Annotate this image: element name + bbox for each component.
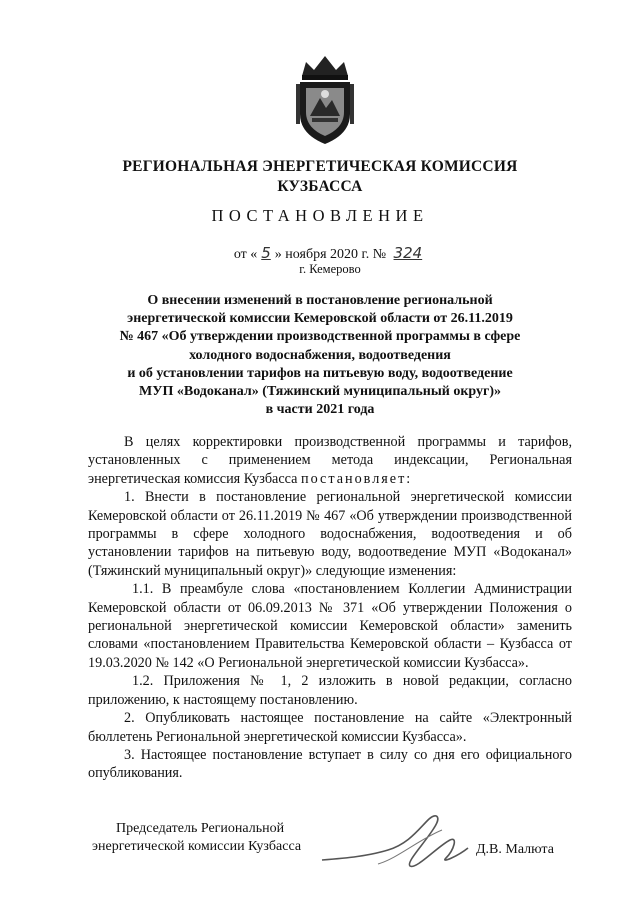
handwritten-number: 324: [393, 244, 423, 262]
date-middle: » ноября 2020 г. №: [274, 247, 387, 262]
subject-line: в части 2021 года: [265, 402, 375, 418]
paragraph-1-1: 1.1. В преамбуле слова «постановлением Коллегии Администрации Кемеровской области от 06.09.2013 № 371 «Об утверждении Положения о региональной энергетической комиссии Кемеровской области» заменить словами «постановлением Правительства Кемеровской области – Кузбасса от 19.03.2020 № 142 «О Региональной энергетической комиссии Кузбасса».: [88, 581, 572, 671]
signatory-position-line2: энергетической комиссии Кузбасса: [92, 839, 302, 854]
subject-line: МУП «Водоканал» (Тяжинский муниципальный округ)»: [138, 384, 502, 400]
document-type: ПОСТАНОВЛЕНИЕ: [211, 206, 429, 225]
document-body: [88, 433, 572, 783]
organization-title-line1: РЕГИОНАЛЬНАЯ ЭНЕРГЕТИЧЕСКАЯ КОМИССИЯ: [122, 158, 518, 175]
handwritten-day: 5: [261, 244, 271, 262]
kuzbass-coat-of-arms-icon: [292, 54, 358, 146]
document-subject: [100, 292, 540, 419]
signatory-position: [92, 820, 301, 856]
paragraph-1: 1. Внести в постановление региональной энергетической комиссии Кемеровской области от 26.11.2019 № 467 «Об утверждении производственной программы в сфере холодного водоснабжения, водоотведения и об установлении тарифов на питьевую воду, водоотведение МУП «Водоканал» (Тяжинский муниципальный округ)» следующие изменения:: [88, 489, 572, 579]
subject-line: № 467 «Об утверждении производственной программы в сфере: [119, 329, 521, 345]
subject-line: энергетической комиссии Кемеровской области от 26.11.2019: [127, 311, 513, 327]
decree-word: постановляет:: [300, 470, 413, 487]
intro-paragraph: [88, 433, 572, 488]
document-date-line: [180, 244, 480, 263]
signatory-name: Д.В. Малюта: [476, 842, 554, 857]
document-city: г. Кемерово: [299, 262, 361, 276]
subject-line: О внесении изменений в постановление региональной: [147, 293, 493, 308]
subject-line: и об установлении тарифов на питьевую воду, водоотведение: [127, 365, 513, 381]
date-prefix: от «: [233, 247, 258, 262]
organization-title: [100, 157, 540, 197]
paragraph-1-2: 1.2. Приложения № 1, 2 изложить в новой редакции, согласно приложению, к настоящему постановлению.: [88, 673, 572, 708]
paragraph-3: 3. Настоящее постановление вступает в силу со дня его официального опубликования.: [88, 746, 572, 782]
signatory-position-line1: Председатель Региональной: [116, 821, 285, 836]
intro-text: В целях корректировки производственной программы и тарифов, установленных с применением метода индексации, Региональная энергетическая комиссия Кузбасса: [88, 434, 572, 487]
handwritten-signature: [318, 800, 478, 880]
paragraph-2: 2. Опубликовать настоящее постановление на сайте «Электронный бюллетень Региональной энергетической комиссии Кузбасса».: [88, 710, 572, 745]
organization-title-line2: КУЗБАССА: [277, 178, 363, 195]
subject-line: холодного водоснабжения, водоотведения: [189, 347, 451, 363]
